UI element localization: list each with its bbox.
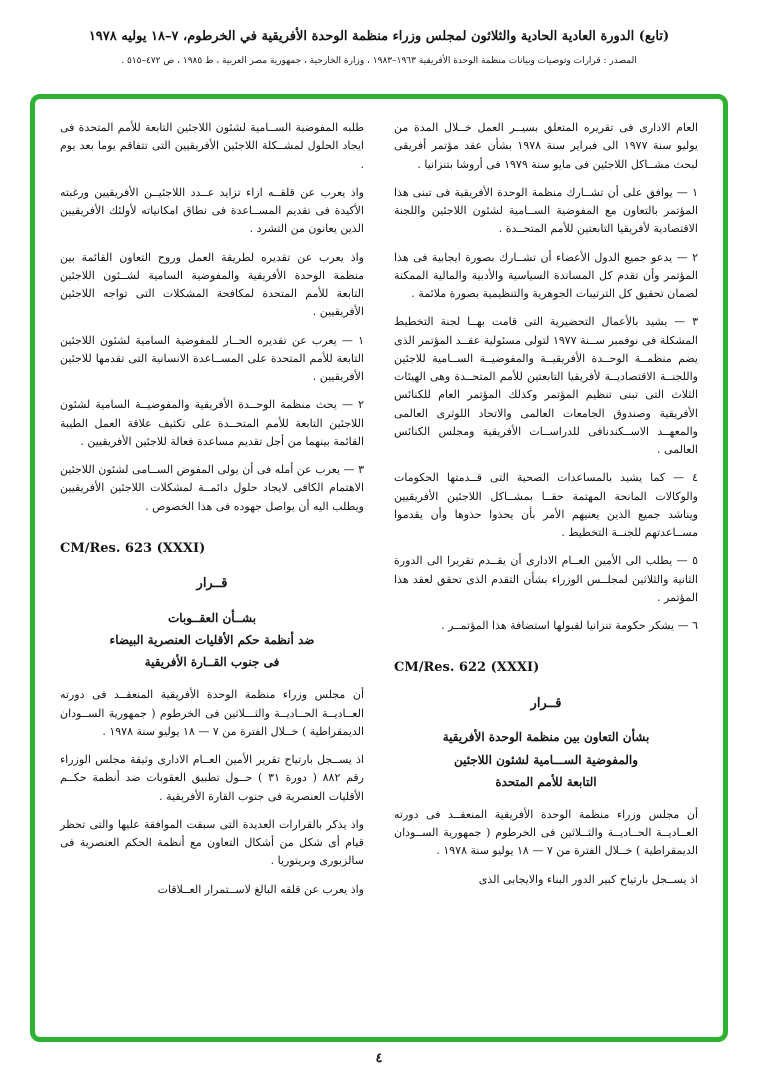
paragraph: طلبه المفوضية الســامية لشئون اللاجئين التابعة للأمم المتحدة فى ايجاد الحلول لمشــكلة اللاجئين الأفريقيين التى تتفاقم يوما بعد يوم . bbox=[60, 121, 364, 171]
resolution-title: قــرار bbox=[196, 576, 228, 592]
paragraph: اذ يســجل بارتياح تقرير الأمين العــام الادارى وثيقة مجلس الوزراء رقم ٨٨٢ ( دورة ٣١ ) حــول تطبيق العقوبات ضد أنظمة حكــم الأقليات العنصرية فى جنوب القارة الأفريقية . bbox=[60, 753, 364, 803]
resolution-title: قــرار bbox=[530, 695, 562, 711]
resolution-code: CM/Res. 623 (XXXI) bbox=[60, 540, 206, 556]
paragraph: ٣ — يعرب عن أمله فى أن يولى المفوض الســامى لشئون اللاجئين الاهتمام الكافى لايجاد حلول دائمــة لمشكلات اللاجئين الأفريقيين ويطلب اليه أن يواصل جهوده فى هذا الخصوص . bbox=[60, 463, 364, 513]
paragraph: واذ يعرب عن تقديره لطريقة العمل وروح التعاون القائمة بين منظمة الوحدة الأفريقية والمفوضية السامية لشــئون اللاجئين التابعة للأمم المتحدة لمكافحة المشكلات التى تواجه اللاجئين الأفريقيين . bbox=[60, 250, 364, 319]
header-session-title: (تابع) الدورة العادية الحادية والثلاثون لمجلس وزراء منظمة الوحدة الأفريقية في الخرطوم، ٧–١٨ يوليه ١٩٧٨ bbox=[88, 29, 670, 44]
paragraph: واذ يذكر بالقرارات العديدة التى سبقت الموافقة عليها والتى تحظر قيام أى شكل من أشكال التعاون مع أنظمة الحكم العنصرية فى سالزبورى وبريتوريا . bbox=[60, 817, 364, 868]
header-source-note: المصدر : قرارات وتوصيات وبيانات منظمة الوحدة الأفريقية ١٩٦٣–١٩٨٣ ، وزارة الخارجية ، جمهورية مصر العربية ، ط ١٩٨٥ ، ص ٤٧٢–٥١٥ . bbox=[121, 56, 637, 67]
paragraph: أن مجلس وزراء منظمة الوحدة الأفريقية المنعقــد فى دورته العــاديــة الحــاديــة والثــلاثين فى الخرطوم ( جمهورية الســودان الديمقراطية ) خــلال الفترة من ٧ — ١٨ يوليو سنة ١٩٧٨ . bbox=[394, 807, 698, 858]
paragraph: ٥ — يطلب الى الأمين العــام الادارى أن يقــدم تقريرا الى الدورة الثانية والثلاثين لمجلــس الوزراء بشأن التقدم الذى تحقق لعقد هذا المؤتمر . bbox=[394, 554, 698, 604]
paragraph: ٦ — يشكر حكومة تنزانيا لقبولها استضافة هذا المؤتمــر . bbox=[441, 619, 698, 632]
resolution-subtitle: ضد أنظمة حكم الأقليات العنصرية البيضاء bbox=[109, 633, 315, 648]
paragraph: ٤ — كما يشيد بالمساعدات الصحية التى قــدمتها الحكومات والوكالات المانحة المهتمة حقــا بمشــاكل اللاجئين الأفريقيين ويناشد جميع الذين يعنيهم الأمر بأن يحذوا حذوها وأن يقدموا مســاعدتهم للجنــة التخطيط . bbox=[394, 471, 698, 539]
resolution-subtitle: والمفوضية الســـامية لشئون اللاجئين bbox=[453, 752, 639, 767]
resolution-subtitle: بشأن التعاون بين منظمة الوحدة الأفريقية bbox=[442, 730, 650, 745]
paragraph: واذ يعرب عن قلقــه ازاء تزايد عــدد اللاجئيــن الأفريقيين ورغبته الأكيدة فى تقديم المســاعدة فى نطاق امكانياته لأولئك الأفريقيين الذين يعانون من التشرد . bbox=[60, 185, 364, 236]
paragraph: أن مجلس وزراء منظمة الوحدة الأفريقية المنعقــد فى دورته العــاديــة الحــاديــة والثـــلاثين فى الخرطوم ( جمهورية الســودان الديمقراطية ) خــلال الفترة من ٧ — ١٨ يوليو سنة ١٩٧٨ . bbox=[60, 688, 364, 738]
left-column bbox=[60, 119, 364, 1025]
green-border-frame bbox=[30, 94, 728, 1042]
paragraph: ٣ — يشيد بالأعمال التحضيرية التى قامت بهــا لجنة التخطيط المشكلة فى نوفمبر ســنة ١٩٧٧ لتولى مسئولية عقــد المؤتمر الذى يضم منظمــة الوحــدة الأفريقيــة والمفوضيــة الســامية للاجئين واللجنــة الاقتصاديــة لأفريقيا التابعتين للأمم المتحــدة وهى الهيئات الثلاث التى تبنى تنظيم المؤتمر وكذلك المؤتمر العام للكنائس الأفريقية وصندوق الجامعات العالمى والاتحاد اللوثرى العالمى والمعهــد الاســكندنافى للدراســات الأفريقية ومجلس الكنائس العالمى . bbox=[394, 315, 698, 456]
resolution-subtitle: فى جنوب القــارة الأفريقية bbox=[144, 655, 280, 670]
paragraph: ١ — يعرب عن تقديره الحــار للمفوضية السامية لشئون اللاجئين التابعة للأمم المتحدة على المســاعدة الانسانية التى تقدمها للاجئين الأفريقيين . bbox=[60, 333, 364, 383]
paragraph: ٢ — يحث منظمة الوحــدة الأفريقية والمفوضيــة السامية لشئون اللاجئين التابعة للأمم المتحــدة على تكثيف علاقة العمل الطيبة القائمة بينهما من أجل تقديم مساعدة فعالة للاجئين الأفريقيين . bbox=[60, 398, 364, 448]
paragraph: اذ يســجل بارتياح كبير الدور البناء والايجابى الذى bbox=[478, 872, 698, 886]
resolution-code: CM/Res. 622 (XXXI) bbox=[394, 660, 540, 676]
resolution-subtitle: التابعة للأمم المتحدة bbox=[495, 774, 597, 789]
paragraph: واذ يعرب عن قلقه البالغ لاســتمرار العــلاقات bbox=[157, 882, 364, 896]
paragraph: العام الادارى فى تقريره المتعلق بسيــر العمل خــلال المدة من يوليو سنة ١٩٧٧ الى فبراير سنة ١٩٧٨ بشأن عقد مؤتمر أفريقى لبحث مشــاكل اللاجئين فى مايو سنة ١٩٧٩ فى أروشا بتنزانيا . bbox=[394, 121, 698, 171]
page-number: ٤ bbox=[375, 1051, 383, 1066]
right-column bbox=[394, 119, 698, 1025]
resolution-subtitle: بشــأن العقــوبات bbox=[167, 610, 257, 625]
document-header bbox=[34, 28, 724, 68]
paragraph: ٢ — يدعو جميع الدول الأعضاء أن تشــارك بصورة ايجابية فى هذا المؤتمر وأن تقدم كل المساندة السياسية والأدبية والمالية الممكنة لضمان تحقيق كل الترتيبات الجوهرية والتنظيمية بصورة ملائمة . bbox=[394, 250, 698, 300]
paragraph: ١ — يوافق على أن تشــارك منظمة الوحدة الأفريقية فى تبنى هذا المؤتمر بالتعاون مع المفوضية الســامية لشئون اللاجئين واللجنة الاقتصادية لأفريقيا التابعتين للأمم المتحــدة . bbox=[394, 185, 698, 236]
two-column-layout bbox=[35, 99, 723, 1037]
